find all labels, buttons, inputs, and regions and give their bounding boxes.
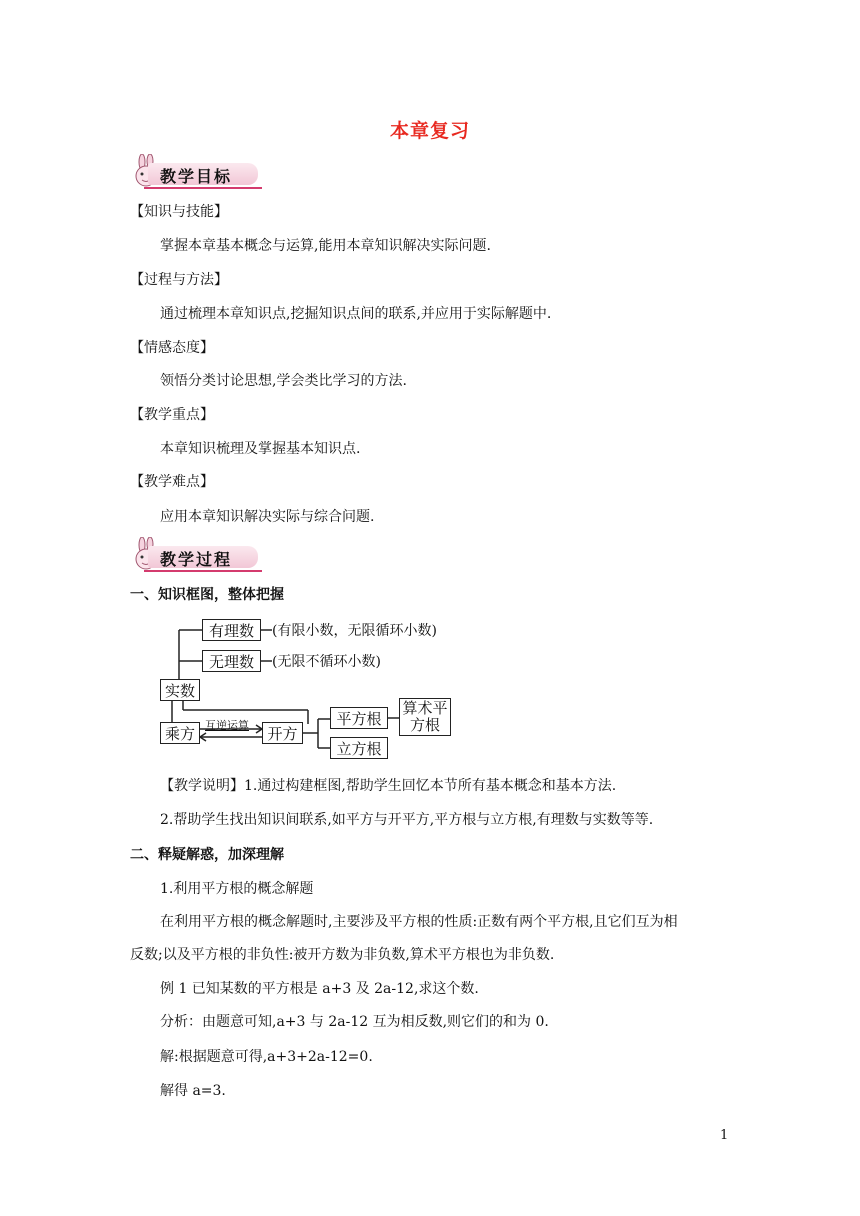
real-number-box: 实数 [160, 679, 200, 701]
objective-label-3: 【情感态度】 [130, 340, 214, 356]
root-box: 开方 [262, 722, 303, 744]
irrational-number-note: (无限不循环小数) [272, 654, 381, 670]
inverse-operation-label: 互逆运算 [205, 719, 249, 732]
teaching-note-2: 2.帮助学生找出知识间联系,如平方与开平方,平方根与立方根,有理数与实数等等. [160, 812, 654, 828]
part2-line-7: 解得 a=3. [160, 1083, 226, 1099]
arith-root-line1: 算术平 [402, 699, 448, 717]
irrational-number-box: 无理数 [202, 650, 261, 672]
objective-label-4: 【教学重点】 [130, 407, 214, 423]
part2-line-3: 反数;以及平方根的非负性:被开方数为非负数,算术平方根也为非负数. [130, 947, 555, 963]
objective-text-5: 应用本章知识解决实际与综合问题. [160, 509, 375, 525]
rational-number-box: 有理数 [202, 619, 261, 641]
objective-text-4: 本章知识梳理及掌握基本知识点. [160, 441, 361, 457]
objective-label-5: 【教学难点】 [130, 474, 214, 490]
cube-root-box: 立方根 [330, 737, 388, 759]
part2-line-5: 分析：由题意可知,a+3 与 2a-12 互为相反数,则它们的和为 0. [160, 1014, 549, 1030]
part2-line-6: 解:根据题意可得,a+3+2a-12=0. [160, 1049, 373, 1065]
objective-label-1: 【知识与技能】 [130, 204, 228, 220]
part1-heading: 一、知识框图，整体把握 [130, 587, 284, 603]
objectives-banner-label: 教学目标 [160, 167, 233, 186]
part2-line-4: 例 1 已知某数的平方根是 a+3 及 2a-12,求这个数. [160, 981, 479, 997]
objective-label-2: 【过程与方法】 [130, 272, 228, 288]
page-number: 1 [720, 1128, 729, 1143]
teaching-note-1: 【教学说明】1.通过构建框图,帮助学生回忆本节所有基本概念和基本方法. [160, 778, 617, 794]
part2-line-1: 1.利用平方根的概念解题 [160, 881, 314, 897]
objective-text-1: 掌握本章基本概念与运算,能用本章知识解决实际问题. [160, 238, 491, 254]
power-box: 乘方 [160, 722, 200, 744]
page-title: 本章复习 [389, 120, 470, 142]
part2-heading: 二、释疑解惑，加深理解 [130, 847, 284, 863]
rational-number-note: (有限小数，无限循环小数) [272, 623, 437, 639]
arithmetic-square-root-box [399, 698, 451, 736]
objective-text-2: 通过梳理本章知识点,挖掘知识点间的联系,并应用于实际解题中. [160, 306, 552, 322]
objective-text-3: 领悟分类讨论思想,学会类比学习的方法. [160, 373, 407, 389]
process-banner-label: 教学过程 [160, 550, 233, 569]
arith-root-line2: 方根 [409, 716, 440, 734]
part2-line-2: 在利用平方根的概念解题时,主要涉及平方根的性质:正数有两个平方根,且它们互为相 [160, 914, 678, 930]
square-root-box: 平方根 [330, 707, 388, 729]
